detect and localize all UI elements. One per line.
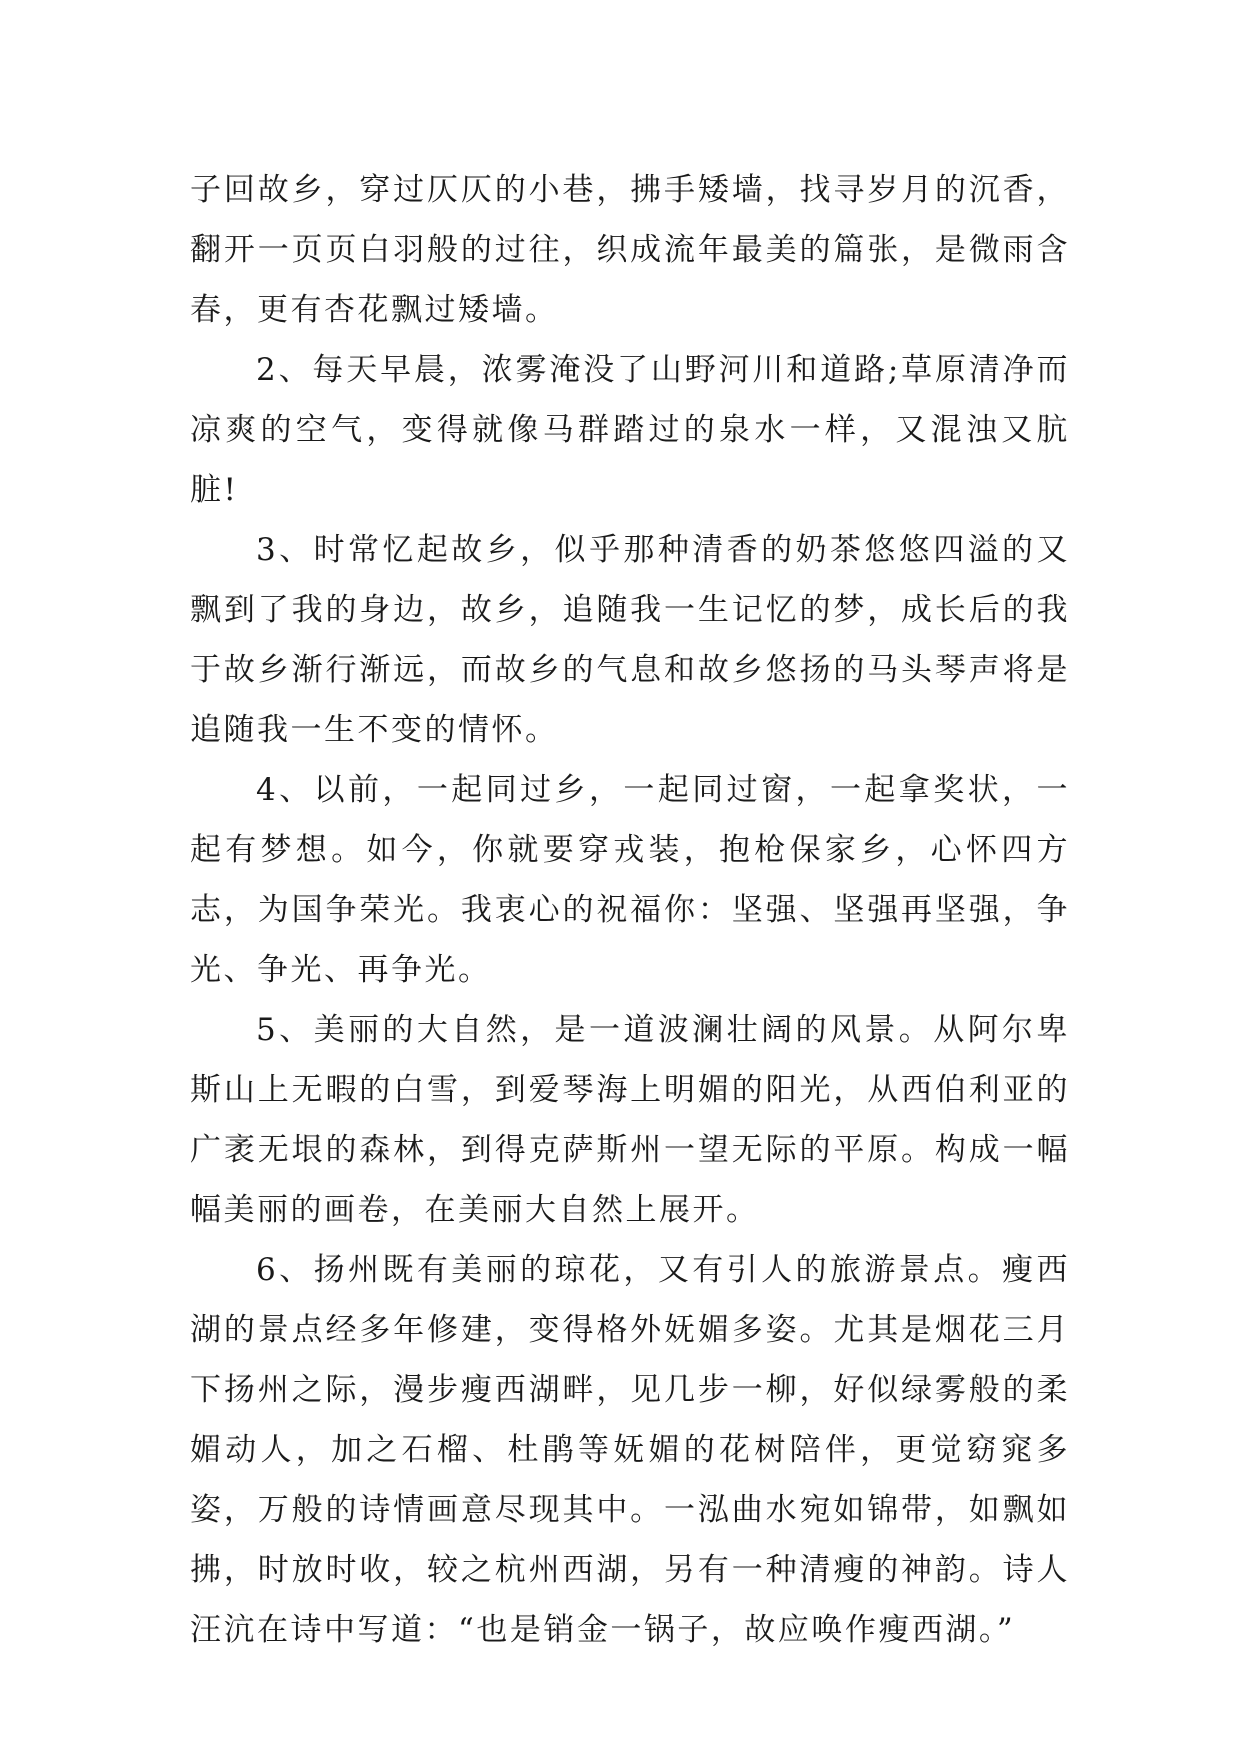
paragraph-item-5: 5、美丽的大自然，是一道波澜壮阔的风景。从阿尔卑斯山上无暇的白雪，到爱琴海上明媚的阳光，从西伯利亚的广袤无垠的森林，到得克萨斯州一望无际的平原。构成一幅幅美丽的画卷，在美丽大自然上展开。 <box>190 1012 1070 1228</box>
paragraph-item-2: 2、每天早晨，浓雾淹没了山野河川和道路;草原清净而凉爽的空气，变得就像马群踏过的泉水一样，又混浊又肮脏! <box>190 352 1070 508</box>
document-body <box>190 160 1070 1660</box>
paragraph-item-6: 6、扬州既有美丽的琼花，又有引人的旅游景点。瘦西湖的景点经多年修建，变得格外妩媚多姿。尤其是烟花三月下扬州之际，漫步瘦西湖畔，见几步一柳，好似绿雾般的柔媚动人，加之石榴、杜鹃等妩媚的花树陪伴，更觉窈窕多姿，万般的诗情画意尽现其中。一泓曲水宛如锦带，如飘如拂，时放时收，较之杭州西湖，另有一种清瘦的神韵。诗人汪沆在诗中写道：“也是销金一锅子，故应唤作瘦西湖。” <box>190 1252 1070 1648</box>
paragraph-item-4: 4、以前，一起同过乡，一起同过窗，一起拿奖状，一起有梦想。如今，你就要穿戎装，抱枪保家乡，心怀四方志，为国争荣光。我衷心的祝福你：坚强、坚强再坚强，争光、争光、再争光。 <box>190 772 1070 988</box>
paragraph-item-3: 3、时常忆起故乡，似乎那种清香的奶茶悠悠四溢的又飘到了我的身边，故乡，追随我一生记忆的梦，成长后的我于故乡渐行渐远，而故乡的气息和故乡悠扬的马头琴声将是追随我一生不变的情怀。 <box>190 532 1070 748</box>
paragraph-continuation: 子回故乡，穿过仄仄的小巷，拂手矮墙，找寻岁月的沉香，翻开一页页白羽般的过往，织成流年最美的篇张，是微雨含春，更有杏花飘过矮墙。 <box>190 172 1070 328</box>
